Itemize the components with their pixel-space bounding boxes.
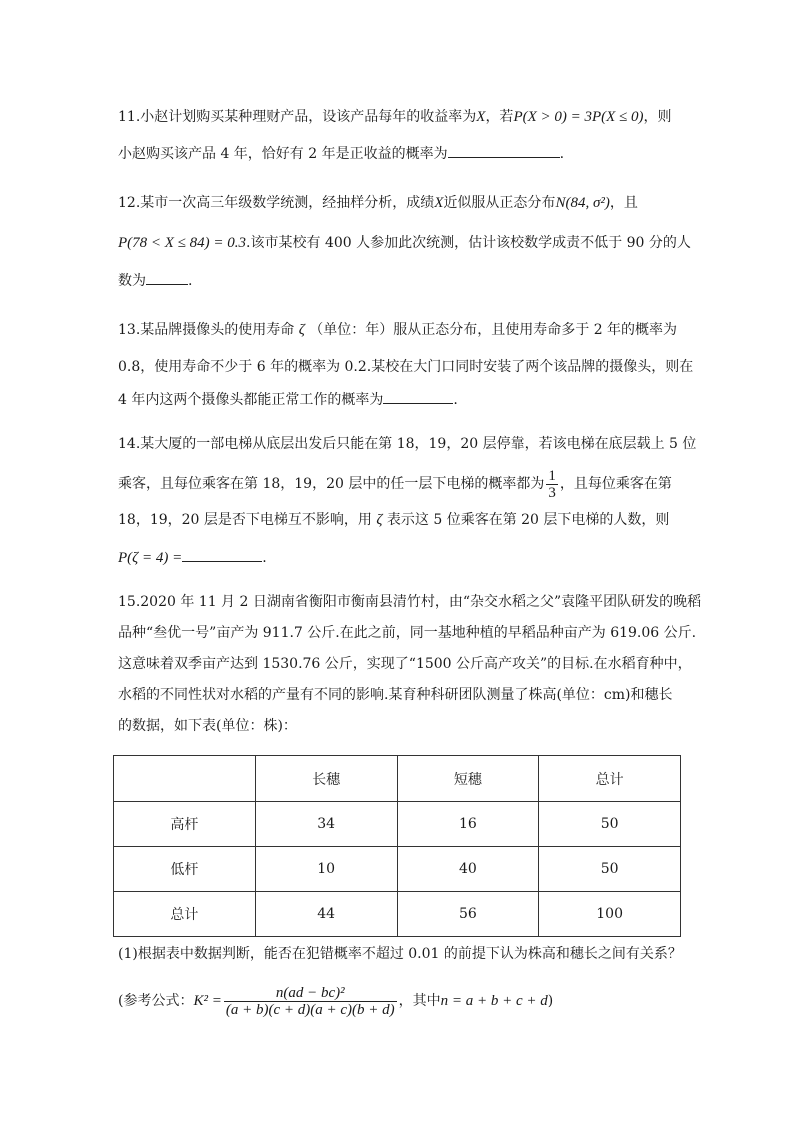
q14-text: 18，19，20 层是否下电梯互不影响，用: [118, 512, 372, 528]
q13-line-1: [118, 320, 677, 340]
q12-text: ，且: [609, 195, 638, 211]
q11-period: .: [559, 146, 565, 162]
table-row: [114, 892, 681, 937]
answer-blank: [182, 547, 262, 562]
table-cell: 低杆: [114, 847, 256, 892]
var-zeta: ζ: [376, 512, 383, 528]
q12-line-1: [118, 193, 638, 213]
q15-line-2: [118, 623, 696, 643]
table-cell: 56: [397, 892, 539, 937]
q14-line-4: [118, 547, 267, 568]
q15-line-1: [118, 592, 701, 612]
var-zeta: ζ: [298, 322, 305, 338]
table-header-cell: 总计: [539, 756, 681, 802]
table-row: [114, 847, 681, 892]
table-cell: 34: [255, 802, 397, 847]
q12-text: 数为: [118, 273, 146, 289]
table-cell: 总计: [114, 892, 256, 937]
q15-line-5: [118, 716, 297, 736]
q15-line-3: [118, 654, 692, 674]
q15-text: ): [547, 993, 554, 1009]
contingency-table: [113, 755, 681, 937]
table-cell: 44: [255, 892, 397, 937]
q15-text: 的数据，如下表(单位：株)：: [118, 718, 297, 734]
q15-text: (参考公式：: [118, 993, 194, 1009]
fraction-one-third: [546, 468, 558, 501]
q11-text: 小赵购买该产品 4 年，恰好有 2 年是正收益的概率为: [118, 146, 448, 162]
q14-line-2: [118, 466, 672, 502]
q15-reference-formula: [118, 984, 553, 1018]
q11-line-2: [118, 143, 564, 164]
table-row: [114, 802, 681, 847]
formula-numerator: n(ad − bc)²: [224, 985, 397, 1002]
table-cell: 40: [397, 847, 539, 892]
q11-text: 11.小赵计划购买某种理财产品，设该产品每年的收益率为: [118, 109, 477, 125]
q13-text: （单位：年）服从正态分布，且使用寿命多于 2 年的概率为: [309, 322, 678, 338]
q12-period: .: [188, 273, 193, 289]
table-cell: 100: [539, 892, 681, 937]
q12-line-3: [118, 270, 192, 291]
table-cell: 16: [397, 802, 539, 847]
table-cell: 50: [539, 802, 681, 847]
formula-denominator: (a + b)(c + d)(a + c)(b + d): [225, 1001, 395, 1018]
table-header-cell: [114, 756, 256, 802]
q11-text: ，若: [485, 109, 514, 125]
q13-period: .: [453, 392, 458, 408]
q14-text: 14.某大厦的一部电梯从底层出发后只能在第 18，19，20 层停靠，若该电梯在底层载上 5 位: [118, 436, 697, 452]
var-x: X: [476, 109, 486, 125]
q15-text: 品种“叁优一号”亩产为 911.7 公斤.在此之前，同一基地种植的早稻品种亩产为 619.06 公斤.: [118, 625, 697, 641]
q11-text: ，则: [643, 109, 672, 125]
q15-text: (1)根据表中数据判断，能否在犯错概率不超过 0.01 的前提下认为株高和穗长之间有关系？: [118, 946, 682, 962]
table-header-cell: 长穗: [255, 756, 397, 802]
q15-line-4: [118, 685, 673, 705]
q12-line-2: [118, 233, 691, 253]
formula-n-definition: n = a + b + c + d: [440, 993, 548, 1009]
q15-text: ，其中: [398, 993, 441, 1009]
answer-blank: [448, 143, 560, 158]
q11-formula: P(X > 0) = 3P(X ≤ 0): [513, 109, 644, 125]
q14-text: 表示这 5 位乘客在第 20 层下电梯的人数，则: [386, 512, 670, 528]
q15-text: 水稻的不同性状对水稻的产量有不同的影响.某育种科研团队测量了株高(单位：cm)和穗长: [118, 687, 673, 703]
formula-lhs: K² =: [193, 993, 222, 1009]
q15-text: 这意味着双季亩产达到 1530.76 公斤，实现了“1500 公斤高产攻关”的目标.在水稻育种中，: [118, 656, 692, 672]
q14-formula: P(ζ = 4) =: [118, 550, 183, 566]
q12-distribution: N(84, σ²): [555, 195, 610, 211]
table-cell: 50: [539, 847, 681, 892]
var-x: X: [434, 195, 444, 211]
q12-text: 近似服从正态分布: [443, 195, 556, 211]
table-header-cell: 短穗: [397, 756, 539, 802]
answer-blank: [383, 389, 453, 404]
q12-text: 12.某市一次高三年级数学统测，经抽样分析，成绩: [118, 195, 435, 211]
table-cell: 10: [255, 847, 397, 892]
fraction-denominator: 3: [548, 484, 556, 501]
q14-period: .: [262, 550, 267, 566]
table-cell: 高杆: [114, 802, 256, 847]
formula-fraction: [224, 985, 397, 1018]
q12-text: .该市某校有 400 人参加此次统测，估计该校数学成责不低于 90 分的人: [246, 235, 691, 251]
q13-text: 0.8，使用寿命不少于 6 年的概率为 0.2.某校在大门口同时安装了两个该品牌的摄像头，则在: [118, 359, 694, 375]
answer-blank: [146, 270, 188, 285]
q13-line-2: [118, 357, 693, 377]
q14-line-1: [118, 434, 696, 454]
q12-formula: P(78 < X ≤ 84) = 0.3: [118, 235, 247, 251]
q13-text: 13.某品牌摄像头的使用寿命: [118, 322, 295, 338]
q13-text: 4 年内这两个摄像头都能正常工作的概率为: [118, 392, 384, 408]
q15-sub-question-1: [118, 944, 682, 964]
q15-text: 15.2020 年 11 月 2 日湖南省衡阳市衡南县清竹村，由“杂交水稻之父”袁隆平团队研发的晚稻: [118, 594, 702, 610]
q14-text: 乘客，且每位乘客在第 18，19，20 层中的任一层下电梯的概率都为: [118, 476, 545, 492]
q11-line-1: [118, 107, 672, 127]
q14-text: ，且每位乘客在第: [559, 476, 672, 492]
table-header-row: [114, 756, 681, 802]
q14-line-3: [118, 510, 669, 530]
fraction-numerator: 1: [548, 467, 556, 484]
q13-line-3: [118, 389, 458, 410]
